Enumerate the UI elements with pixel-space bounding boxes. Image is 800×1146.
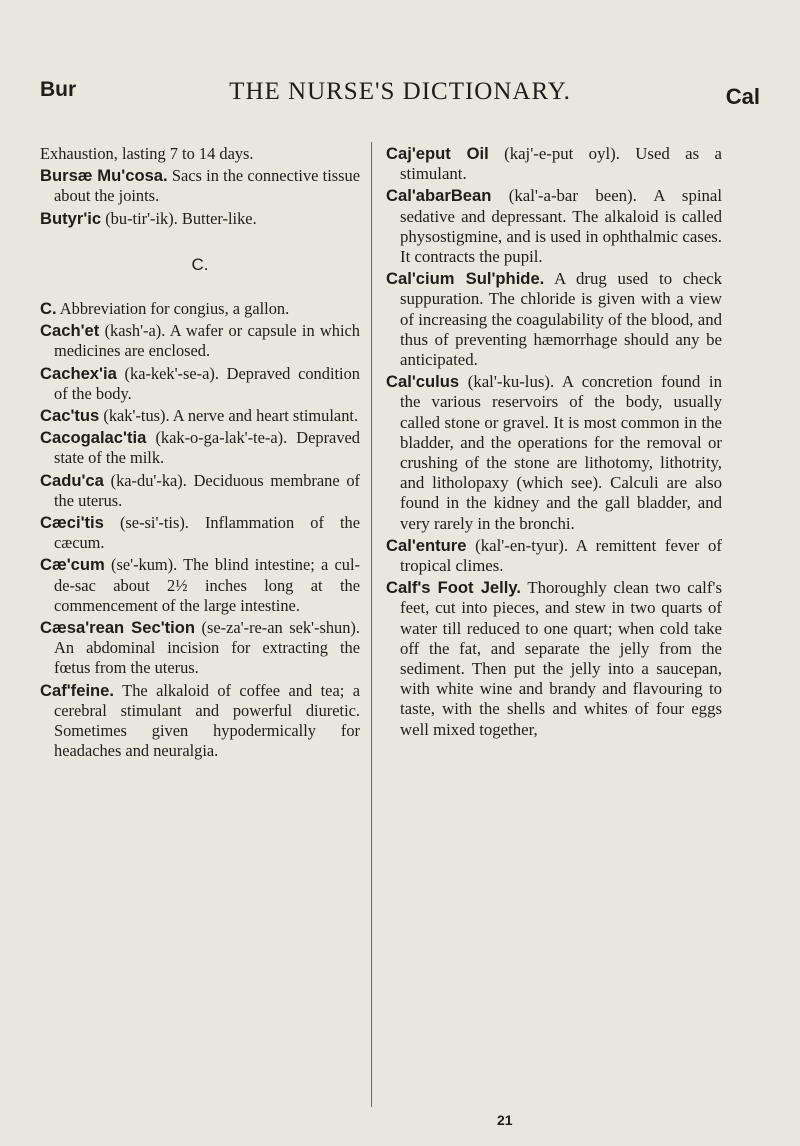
entry-headword: Cal'abarBean — [386, 186, 492, 206]
entry-definition: (bu-tir'-ik). Butter-like. — [101, 208, 257, 228]
dictionary-entry — [40, 209, 360, 229]
page-title: THE NURSE'S DICTIONARY. — [229, 78, 571, 105]
entry-definition: (ka-kek'-se-a). Depraved condition of the body. — [54, 363, 360, 403]
entry-definition: (kaj'-e-put oyl). Used as a stimulant. — [400, 144, 722, 184]
entry-headword: Cæ'cum — [40, 555, 105, 575]
entries-after-section — [40, 299, 360, 761]
entry-headword: Cach'et — [40, 321, 100, 341]
entry-headword: Cachex'ia — [40, 363, 117, 383]
entry-headword: Butyr'ic — [40, 208, 102, 228]
dictionary-entry — [386, 372, 722, 534]
dictionary-entry — [40, 166, 360, 206]
entry-definition: (se'-kum). The blind intestine; a cul-de-sac about 2½ inches long at the commencement of the large intestine. — [54, 555, 360, 615]
dictionary-entry — [40, 513, 360, 553]
entry-headword: Cac'tus — [40, 406, 100, 426]
dictionary-entry — [40, 364, 360, 404]
entry-definition: A drug used to check suppuration. The chloride is given with a view of increasing the coagulability of the blood, and thus of preventing hæmorrhage should any be anticipated. — [400, 269, 722, 370]
dictionary-entry — [386, 578, 722, 740]
entry-definition: (kak-o-ga-lak'-te-a). Depraved state of the milk. — [54, 428, 360, 468]
right-entries — [386, 144, 722, 740]
entry-definition: (se-si'-tis). Inflammation of the cæcum. — [54, 513, 360, 553]
entry-headword: Caj'eput Oil — [386, 144, 489, 163]
entry-headword: Cadu'ca — [40, 470, 104, 490]
entry-definition: (kal'-a-bar been). A spinal sedative and depressant. The alkaloid is called physostigmine, and is used in ophthalmic cases. It contracts the pupil. — [400, 186, 722, 267]
dictionary-entry — [40, 299, 360, 319]
dictionary-entry — [40, 618, 360, 679]
entry-definition: Abbreviation for congius, a gallon. — [56, 299, 290, 319]
right-column — [386, 144, 722, 742]
entry-definition: Sacs in the connective tissue about the joints. — [54, 166, 360, 206]
dictionary-entry — [40, 321, 360, 361]
dictionary-entry — [386, 144, 722, 184]
column-divider — [371, 142, 372, 1107]
section-letter: C. — [191, 254, 209, 274]
entries-before-section — [40, 166, 360, 229]
dictionary-entry — [386, 186, 722, 267]
entry-headword: C. — [40, 299, 57, 319]
entry-definition: (kash'-a). A wafer or capsule in which medicines are enclosed. — [54, 321, 360, 361]
entry-headword: Cal'culus — [386, 372, 460, 392]
dictionary-entry — [40, 681, 360, 762]
page-number: 21 — [497, 1112, 513, 1128]
entry-definition: Thoroughly clean two calf's feet, cut into pieces, and stew in two quarts of water till reduced to one quart; when cold take off the fat, and separate the jelly from the sediment. Then put the jelly into a saucepan, with white wine and brandy and flavouring to taste, with the shells and whites of four eggs well mixed together, — [400, 578, 722, 739]
entry-headword: Cæci'tis — [40, 513, 104, 533]
entry-definition: (kal'-en-tyur). A remittent fever of tropical climes. — [400, 535, 722, 576]
entry-headword: Cal'enture — [386, 535, 467, 555]
guide-word-right: Cal — [725, 84, 760, 109]
guide-word-left: Bur — [40, 78, 77, 101]
dictionary-entry — [40, 406, 360, 426]
dictionary-entry — [386, 536, 722, 576]
entry-definition: (se-za'-re-an sek'-shun). An abdominal incision for extracting the fœtus from the uterus. — [54, 618, 360, 678]
entry-headword: Cacogalac'tia — [40, 428, 147, 448]
continuation-text: Exhaustion, lasting 7 to 14 days. — [40, 144, 254, 163]
entry-headword: Calf's Foot Jelly. — [386, 578, 521, 598]
entry-definition: The alkaloid of coffee and tea; a cerebral stimulant and powerful diuretic. Sometimes given hypodermically for headaches and neuralgia. — [54, 680, 360, 761]
entry-definition: (kak'-tus). A nerve and heart stimulant. — [99, 406, 359, 426]
dictionary-entry — [386, 269, 722, 370]
running-head — [40, 78, 760, 114]
entry-definition: (kal'-ku-lus). A concretion found in the various reservoirs of the body, usually called stone or gravel. It is most common in the bladder, and the operations for the removal or crushing of the stone are lithotomy, lithotrity, and litholopaxy (which see). Calculi are also found in the kidney and the gall bladder, and very rarely in the bronchi. — [400, 372, 722, 533]
entry-headword: Bursæ Mu'cosa. — [40, 166, 168, 186]
dictionary-entry — [40, 428, 360, 468]
left-column — [40, 144, 360, 763]
entry-headword: Cæsa'rean Sec'tion — [40, 618, 196, 638]
entry-headword: Caf'feine. — [40, 680, 115, 700]
dictionary-entry — [40, 555, 360, 616]
entry-definition: (ka-du'-ka). Deciduous membrane of the uterus. — [54, 470, 360, 510]
dictionary-entry — [40, 471, 360, 511]
entry-headword: Cal'cium Sul'phide. — [386, 269, 545, 289]
